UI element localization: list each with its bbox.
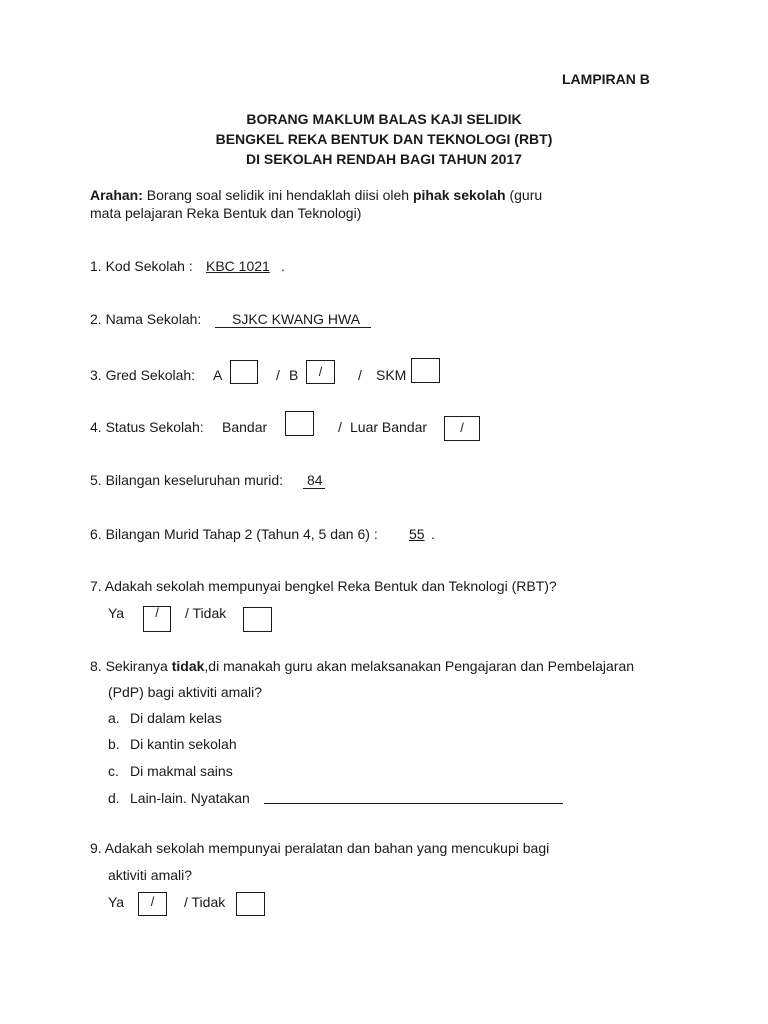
- q3-label: 3. Gred Sekolah:: [90, 367, 196, 383]
- q8-option-d-letter: d.: [108, 790, 120, 806]
- appendix-label: LAMPIRAN B: [562, 71, 650, 87]
- q5-underline: [303, 488, 325, 489]
- q4-option-luar-bandar: Luar Bandar: [350, 419, 428, 435]
- q7-checkbox-ya[interactable]: /: [143, 606, 171, 632]
- q7-option-tidak: / Tidak: [185, 605, 227, 621]
- q4-option-bandar: Bandar: [222, 419, 268, 435]
- q8-option-a-letter: a.: [108, 710, 120, 726]
- form-title-line-1: BORANG MAKLUM BALAS KAJI SELIDIK: [246, 111, 522, 127]
- q4-checkbox-luar-bandar[interactable]: /: [444, 416, 480, 441]
- q8-bold-tidak: tidak: [171, 658, 205, 674]
- q8-option-c: Di makmal sains: [130, 763, 233, 779]
- q9-option-ya: Ya: [108, 894, 125, 910]
- q9-question-line-2: aktiviti amali?: [108, 867, 193, 883]
- q2-value: SJKC KWANG HWA: [232, 311, 361, 327]
- q3-checkbox-skm[interactable]: [411, 358, 440, 383]
- q8-question: [90, 658, 634, 674]
- q8-text-b: ,di manakah guru akan melaksanakan Pengajaran dan Pembelajaran: [204, 658, 635, 674]
- instruction: [90, 187, 542, 203]
- q1-label: 1. Kod Sekolah :: [90, 258, 193, 274]
- q4-checkbox-bandar[interactable]: [285, 411, 314, 436]
- q4-sep: /: [338, 419, 342, 435]
- q3-option-b: B: [289, 367, 299, 383]
- instruction-label: Arahan:: [90, 187, 143, 203]
- q8-question-line-2: (PdP) bagi aktiviti amali?: [108, 684, 263, 700]
- q8-option-b: Di kantin sekolah: [130, 736, 237, 752]
- q2-label: 2. Nama Sekolah:: [90, 311, 202, 327]
- instruction-bold: pihak sekolah: [412, 187, 506, 203]
- q9-option-tidak: / Tidak: [184, 894, 226, 910]
- q4-label: 4. Status Sekolah:: [90, 419, 204, 435]
- instruction-text-b: (guru: [509, 187, 543, 203]
- q3-sep-2: /: [358, 367, 362, 383]
- q8-text-a: 8. Sekiranya: [90, 658, 168, 674]
- q9-question: 9. Adakah sekolah mempunyai peralatan dan bahan yang mencukupi bagi: [90, 840, 550, 856]
- q8-option-c-letter: c.: [108, 763, 119, 779]
- q9-checkbox-tidak[interactable]: [236, 892, 265, 916]
- q7-question: 7. Adakah sekolah mempunyai bengkel Reka Bentuk dan Teknologi (RBT)?: [90, 578, 557, 594]
- q6-label: 6. Bilangan Murid Tahap 2 (Tahun 4, 5 dan 6) :: [90, 526, 378, 542]
- q7-checkbox-tidak[interactable]: [243, 607, 272, 632]
- q9-checkbox-ya[interactable]: /: [138, 892, 167, 916]
- q3-checkbox-a[interactable]: [230, 360, 258, 384]
- q8-option-a: Di dalam kelas: [130, 710, 222, 726]
- q1-value: KBC 1021: [206, 258, 270, 274]
- instruction-line-2: mata pelajaran Reka Bentuk dan Teknologi): [90, 205, 362, 221]
- form-title-line-2: BENGKEL REKA BENTUK DAN TEKNOLOGI (RBT): [215, 131, 553, 147]
- q5-label: 5. Bilangan keseluruhan murid:: [90, 472, 284, 488]
- instruction-text-a: Borang soal selidik ini hendaklah diisi oleh: [146, 187, 410, 203]
- q5-value: 84: [307, 472, 323, 488]
- q8-option-b-letter: b.: [108, 736, 120, 752]
- q1-tail: .: [281, 258, 285, 274]
- q7-option-ya: Ya: [108, 605, 125, 621]
- q3-option-skm: SKM: [376, 367, 407, 383]
- q3-sep-1: /: [276, 367, 280, 383]
- q8-option-d-answer-line[interactable]: [264, 803, 563, 804]
- q8-option-d: Lain-lain. Nyatakan: [130, 790, 250, 806]
- form-title-line-3: DI SEKOLAH RENDAH BAGI TAHUN 2017: [246, 151, 522, 167]
- q3-checkbox-b[interactable]: /: [306, 360, 335, 384]
- q2-underline: [215, 327, 371, 328]
- q6-tail: .: [431, 526, 435, 542]
- q6-value: 55: [409, 526, 425, 542]
- q3-option-a: A: [213, 367, 223, 383]
